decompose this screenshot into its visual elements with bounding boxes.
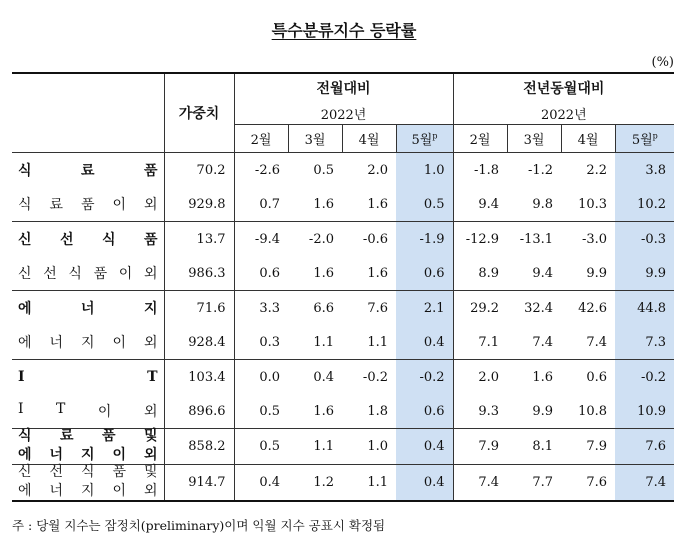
yoy-cell: -3.0 (581, 231, 608, 247)
yoy-cell: 32.4 (524, 300, 554, 316)
mom-cell: 1.1 (313, 334, 334, 350)
yoy-cell: 7.4 (478, 475, 500, 490)
index-table (12, 72, 674, 502)
yoy-cell: -1.8 (473, 162, 500, 178)
mom-cell: -0.2 (396, 360, 453, 395)
yoy-cell: 9.4 (532, 265, 554, 281)
mom-cell: 1.2 (313, 475, 334, 490)
yoy-cell: -12.9 (465, 231, 500, 247)
yoy-cell: 29.2 (470, 300, 500, 316)
yoy-cell: 7.6 (586, 475, 608, 490)
yoy-month-2: 3월 (507, 125, 561, 153)
yoy-cell: 7.6 (615, 429, 674, 465)
yoy-month-4: 5월$^p$ (615, 125, 674, 153)
mom-cell: 1.0 (396, 153, 453, 188)
yoy-cell: 10.9 (615, 394, 674, 429)
footnote: 주 : 당월 지수는 잠정치(preliminary)이며 익월 지수 공표시 확정됨 (12, 518, 386, 533)
mom-month-1: 2월 (234, 125, 288, 153)
weight-cell: 70.2 (164, 153, 234, 188)
weight-cell: 858.2 (164, 429, 234, 465)
yoy-cell: 7.1 (478, 334, 500, 350)
mom-cell: 1.0 (367, 439, 388, 454)
mom-cell: 0.5 (259, 403, 280, 419)
mom-cell: 0.4 (396, 429, 453, 465)
mom-cell: 0.6 (259, 265, 280, 281)
yoy-cell: 2.2 (586, 162, 608, 178)
mom-cell: 2.0 (367, 162, 388, 178)
yoy-cell: 3.8 (615, 153, 674, 188)
weight-cell: 103.4 (164, 360, 234, 395)
row-label: 신 선 식 품 이 외 (12, 256, 164, 291)
mom-month-2: 3월 (288, 125, 342, 153)
mom-cell: 0.5 (313, 162, 334, 178)
mom-month-3: 4월 (342, 125, 396, 153)
yoy-month-3: 4월 (561, 125, 615, 153)
mom-cell: 3.3 (259, 300, 280, 316)
yoy-cell: 9.3 (478, 403, 500, 419)
yoy-cell: 7.9 (586, 439, 608, 454)
yoy-cell: 7.4 (586, 334, 608, 350)
yoy-cell: 8.1 (532, 439, 554, 454)
mom-cell: 1.6 (313, 403, 334, 419)
weight-cell: 13.7 (164, 222, 234, 257)
yoy-cell: 9.4 (478, 196, 500, 212)
row-label: 식 료 품 및 에 너 지 이 외 (12, 429, 164, 465)
yoy-month-1: 2월 (453, 125, 507, 153)
yoy-cell: 2.0 (478, 369, 500, 385)
mom-cell: 0.5 (396, 187, 453, 222)
row-label: 에 너 지 (12, 291, 164, 326)
mom-cell: -2.0 (308, 231, 334, 247)
mom-cell: 1.6 (367, 265, 388, 281)
yoy-cell: 9.9 (586, 265, 608, 281)
yoy-cell: 10.2 (615, 187, 674, 222)
yoy-cell: 10.3 (578, 196, 608, 212)
mom-cell: 0.4 (313, 369, 334, 385)
mom-cell: -2.6 (254, 162, 280, 178)
yoy-cell: 9.9 (532, 403, 554, 419)
mom-cell: 0.4 (396, 325, 453, 360)
yoy-cell: 1.6 (532, 369, 554, 385)
row-label: I T (12, 360, 164, 395)
weight-cell: 71.6 (164, 291, 234, 326)
yoy-cell: 7.3 (615, 325, 674, 360)
mom-cell: -0.2 (362, 369, 388, 385)
weight-header: 가중치 (164, 73, 234, 153)
yoy-cell: 42.6 (578, 300, 608, 316)
row-label: 신 선 식 품 (12, 222, 164, 257)
weight-cell: 914.7 (164, 465, 234, 502)
yoy-cell: 44.8 (615, 291, 674, 326)
yoy-cell: 7.7 (532, 475, 554, 490)
yoy-cell: -13.1 (519, 231, 554, 247)
mom-cell: 0.4 (396, 465, 453, 502)
yoy-header: 전년동월대비 (523, 81, 605, 97)
mom-cell: -1.9 (396, 222, 453, 257)
row-label: 식 료 품 이 외 (12, 187, 164, 222)
yoy-cell: -1.2 (527, 162, 554, 178)
mom-cell: 0.3 (259, 334, 280, 350)
yoy-cell: -0.2 (615, 360, 674, 395)
mom-cell: 1.6 (367, 196, 388, 212)
mom-cell: -9.4 (254, 231, 280, 247)
row-label-text: 식 료 품 (18, 163, 158, 179)
mom-cell: 1.6 (313, 196, 334, 212)
mom-cell: 2.1 (396, 291, 453, 326)
yoy-cell: 7.9 (478, 439, 500, 454)
mom-cell: 1.1 (313, 439, 334, 454)
row-label: 에 너 지 이 외 (12, 325, 164, 360)
mom-cell: 1.6 (313, 265, 334, 281)
row-label: I T 이 외 (12, 394, 164, 429)
mom-cell: 0.5 (259, 439, 280, 454)
row-label (12, 153, 164, 188)
yoy-cell: 9.9 (615, 256, 674, 291)
mom-cell: 1.8 (367, 403, 388, 419)
mom-cell: 7.6 (367, 300, 388, 316)
yoy-cell: 10.8 (578, 403, 608, 419)
page-title: 특수분류지수 등락률 (271, 21, 417, 40)
mom-cell: 0.6 (396, 394, 453, 429)
corner-cell (12, 73, 164, 153)
yoy-cell: -0.3 (615, 222, 674, 257)
yoy-cell: 7.4 (615, 465, 674, 502)
weight-cell: 929.8 (164, 187, 234, 222)
mom-month-4: 5월$^p$ (396, 125, 453, 153)
row-label: 신 선 식 품 및 에 너 지 이 외 (12, 465, 164, 502)
mom-cell: 1.1 (367, 334, 388, 350)
mom-cell: 1.1 (367, 475, 388, 490)
mom-cell: -0.6 (362, 231, 388, 247)
mom-year: 2022년 (234, 102, 453, 125)
weight-cell: 986.3 (164, 256, 234, 291)
weight-cell: 896.6 (164, 394, 234, 429)
weight-cell: 928.4 (164, 325, 234, 360)
unit-label: (%) (651, 55, 674, 70)
yoy-year: 2022년 (540, 107, 587, 123)
mom-cell: 6.6 (313, 300, 334, 316)
mom-header: 전월대비 (234, 73, 453, 102)
mom-cell: 0.6 (396, 256, 453, 291)
mom-cell: 0.4 (259, 475, 280, 490)
yoy-cell: 9.8 (532, 196, 554, 212)
yoy-cell: 7.4 (532, 334, 554, 350)
mom-cell: 0.0 (259, 369, 280, 385)
mom-cell: 0.7 (259, 196, 280, 212)
yoy-cell: 0.6 (586, 369, 608, 385)
yoy-cell: 8.9 (478, 265, 500, 281)
